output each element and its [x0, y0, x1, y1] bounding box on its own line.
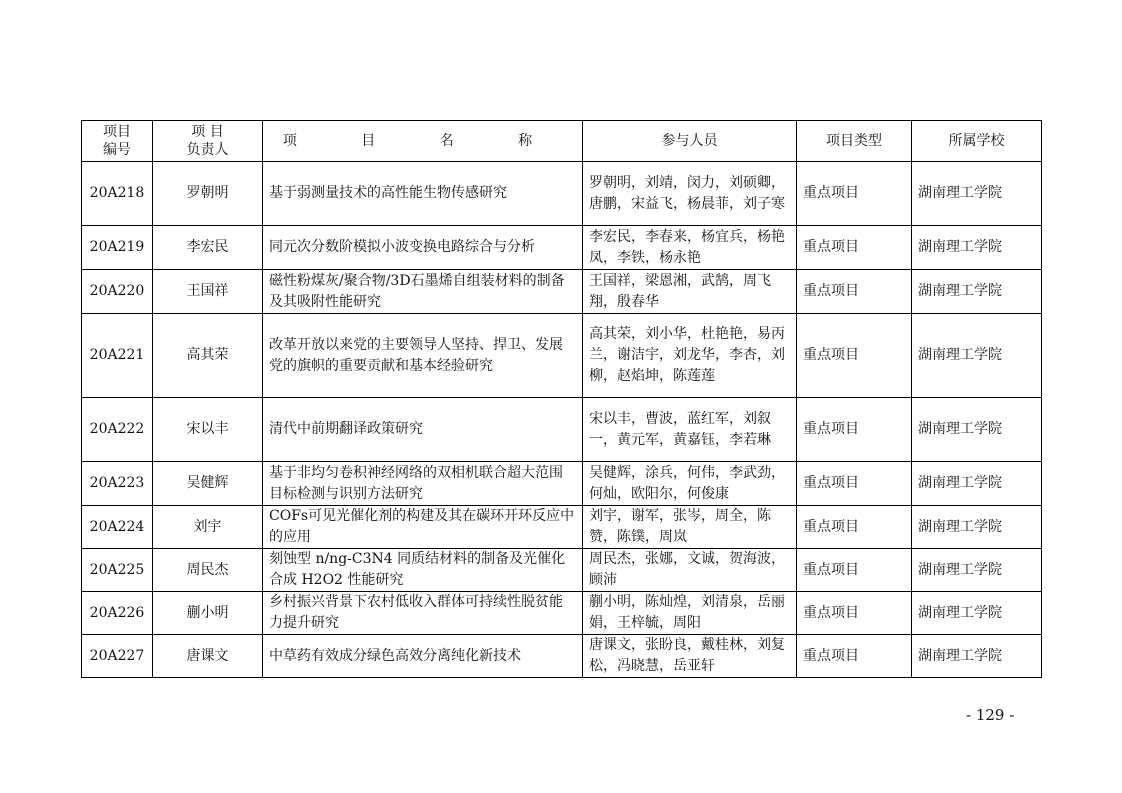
cell-members: 唐课文，张盼良，戴桂林，刘复松，冯晓慧，岳亚轩 — [583, 635, 797, 678]
cell-school: 湖南理工学院 — [912, 635, 1042, 678]
header-lead-line1: 项 目 — [191, 124, 224, 140]
cell-lead: 周民杰 — [153, 549, 263, 592]
header-row — [82, 121, 1042, 162]
cell-name: 乡村振兴背景下农村低收入群体可持续性脱贫能力提升研究 — [263, 592, 583, 635]
cell-members: 高其荣，刘小华，杜艳艳，易丙兰，谢洁宇，刘龙华，李杏，刘柳，赵焰坤，陈莲莲 — [583, 314, 797, 398]
header-lead-line2: 负责人 — [186, 142, 229, 158]
cell-school: 湖南理工学院 — [912, 270, 1042, 314]
cell-school: 湖南理工学院 — [912, 506, 1042, 549]
cell-type: 重点项目 — [797, 462, 912, 506]
cell-lead: 宋以丰 — [153, 398, 263, 462]
cell-type: 重点项目 — [797, 162, 912, 226]
header-code-line2: 编号 — [103, 142, 131, 158]
cell-school: 湖南理工学院 — [912, 592, 1042, 635]
cell-name: 基于非均匀卷积神经网络的双相机联合超大范围目标检测与识别方法研究 — [263, 462, 583, 506]
cell-lead: 高其荣 — [153, 314, 263, 398]
cell-members: 宋以丰，曹波，蓝红军，刘叙一，黄元军，黄嘉钰，李若琳 — [583, 398, 797, 462]
cell-members: 罗朝明，刘靖，闵力，刘硕卿，唐鹏，宋益飞，杨晨菲，刘子寒 — [583, 162, 797, 226]
cell-code: 20A218 — [82, 162, 153, 226]
table-body — [82, 162, 1042, 678]
table-row — [82, 592, 1042, 635]
page-number: - 129 - — [966, 706, 1015, 724]
cell-code: 20A219 — [82, 226, 153, 270]
header-members: 参与人员 — [583, 121, 797, 162]
cell-members: 蒯小明，陈灿煌，刘清泉，岳丽娟，王梓毓，周阳 — [583, 592, 797, 635]
header-lead — [153, 121, 263, 162]
table-row — [82, 162, 1042, 226]
cell-school: 湖南理工学院 — [912, 462, 1042, 506]
header-code-line1: 项目 — [103, 124, 131, 140]
cell-code: 20A226 — [82, 592, 153, 635]
cell-name: 清代中前期翻译政策研究 — [263, 398, 583, 462]
cell-members: 王国祥，梁恩湘，武鹄，周飞翔，殷春华 — [583, 270, 797, 314]
cell-name: 同元次分数阶模拟小波变换电路综合与分析 — [263, 226, 583, 270]
cell-type: 重点项目 — [797, 549, 912, 592]
cell-lead: 唐课文 — [153, 635, 263, 678]
cell-type: 重点项目 — [797, 398, 912, 462]
cell-members: 吴健辉，涂兵，何伟，李武劲，何灿，欧阳尔，何俊康 — [583, 462, 797, 506]
cell-lead: 吴健辉 — [153, 462, 263, 506]
table-row — [82, 270, 1042, 314]
cell-school: 湖南理工学院 — [912, 314, 1042, 398]
cell-code: 20A221 — [82, 314, 153, 398]
cell-members: 李宏民，李春来，杨宜兵，杨艳凤，李铁，杨永艳 — [583, 226, 797, 270]
cell-code: 20A224 — [82, 506, 153, 549]
cell-name: 刻蚀型 n/ng-C3N4 同质结材料的制备及光催化合成 H2O2 性能研究 — [263, 549, 583, 592]
cell-school: 湖南理工学院 — [912, 398, 1042, 462]
table-row — [82, 314, 1042, 398]
table-row — [82, 635, 1042, 678]
cell-members: 周民杰，张娜，文诚，贺海波，顾沛 — [583, 549, 797, 592]
cell-name: 改革开放以来党的主要领导人坚持、捍卫、发展党的旗帜的重要贡献和基本经验研究 — [263, 314, 583, 398]
cell-name: 磁性粉煤灰/聚合物/3D石墨烯自组装材料的制备及其吸附性能研究 — [263, 270, 583, 314]
table-row — [82, 549, 1042, 592]
cell-lead: 刘宇 — [153, 506, 263, 549]
table-row — [82, 398, 1042, 462]
cell-lead: 蒯小明 — [153, 592, 263, 635]
header-code — [82, 121, 153, 162]
cell-code: 20A222 — [82, 398, 153, 462]
cell-code: 20A227 — [82, 635, 153, 678]
cell-school: 湖南理工学院 — [912, 549, 1042, 592]
header-name: 项 目 名 称 — [263, 121, 583, 162]
cell-type: 重点项目 — [797, 506, 912, 549]
cell-type: 重点项目 — [797, 635, 912, 678]
cell-school: 湖南理工学院 — [912, 226, 1042, 270]
cell-type: 重点项目 — [797, 270, 912, 314]
cell-code: 20A220 — [82, 270, 153, 314]
cell-lead: 王国祥 — [153, 270, 263, 314]
cell-type: 重点项目 — [797, 314, 912, 398]
cell-code: 20A223 — [82, 462, 153, 506]
table-header — [82, 121, 1042, 162]
header-school: 所属学校 — [912, 121, 1042, 162]
cell-name: 中草药有效成分绿色高效分离纯化新技术 — [263, 635, 583, 678]
cell-lead: 罗朝明 — [153, 162, 263, 226]
cell-name: COFs可见光催化剂的构建及其在碳环开环反应中的应用 — [263, 506, 583, 549]
cell-code: 20A225 — [82, 549, 153, 592]
cell-type: 重点项目 — [797, 592, 912, 635]
cell-lead: 李宏民 — [153, 226, 263, 270]
table-row — [82, 506, 1042, 549]
cell-type: 重点项目 — [797, 226, 912, 270]
cell-name: 基于弱测量技术的高性能生物传感研究 — [263, 162, 583, 226]
projects-table — [81, 120, 1042, 678]
header-type: 项目类型 — [797, 121, 912, 162]
cell-members: 刘宇，谢军，张岑，周全，陈赞，陈镤，周岚 — [583, 506, 797, 549]
table-row — [82, 462, 1042, 506]
cell-school: 湖南理工学院 — [912, 162, 1042, 226]
table-row — [82, 226, 1042, 270]
